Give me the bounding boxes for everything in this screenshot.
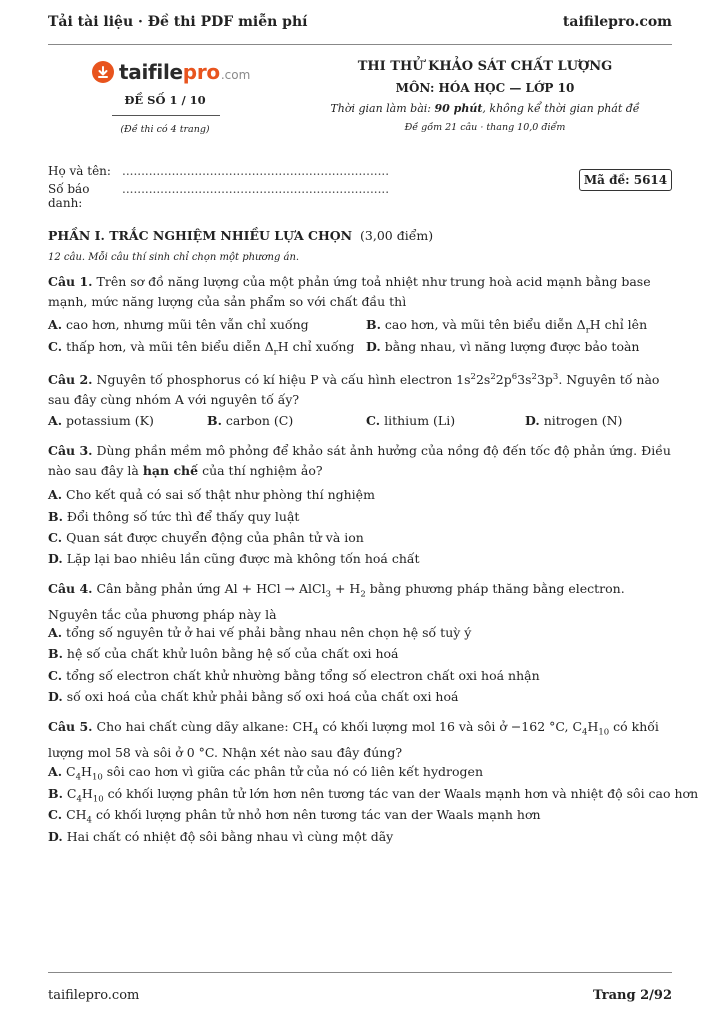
page-number: Trang 2/92 [593,988,672,1003]
question-3: Câu 3. Dùng phần mềm mô phỏng để khảo sát ảnh hưởng của nồng độ đến tốc độ phản ứng. Điều nào sau đây là hạn chế của thí nghiệm ảo? [48,443,671,478]
exam-code-badge: Mã đề: 5614 [579,169,672,191]
exam-number-divider [112,115,220,116]
question-1-option-c[interactable]: C. thấp hơn, và mũi tên biểu diễn $\Delta_rH$ chỉ xuống [48,339,355,358]
question-2-option-d[interactable]: D. nitrogen (N) [525,413,623,428]
exam-subject: MÔN: HÓA HỌC — LỚP 10 [395,81,575,95]
site-logo[interactable] [92,60,250,84]
question-3-option-a[interactable]: A. Cho kết quả có sai số thật như phòng thí nghiệm [48,487,375,502]
exam-title: THI THỬ KHẢO SÁT CHẤT LƯỢNG [357,59,613,74]
question-3-option-b[interactable]: B. Đổi thông số tức thì để thấy quy luật [48,509,300,524]
question-4-option-b[interactable]: B. hệ số của chất khử luôn bằng hệ số của chất oxi hoá [48,646,399,661]
logo-domain: .com [220,67,251,82]
header-divider [48,44,672,45]
question-3-option-d[interactable]: D. Lặp lại bao nhiêu lần cũng được mà không tốn hoá chất [48,551,420,566]
question-4: Câu 4. Cân bằng phản ứng Al + HCl → AlCl$_3$ + $H_2$ bằng phương pháp thăng bằng electron. Nguyên tắc của phương pháp này là [48,581,625,622]
section-title: PHẦN I. TRẮC NGHIỆM NHIỀU LỰA CHỌN (3,00 điểm) [48,228,434,243]
question-5: Câu 5. Cho hai chất cùng dãy alkane: $CH_4$ có khối lượng mol 16 và sôi ở −162 °C, $C_4H_{10}$ có khối lượng mol 58 và sôi ở 0 °C. Nhận xét nào sau đây đúng? [48,719,659,760]
question-2: Câu 2. Nguyên tố phosphorus có kí hiệu P và cấu hình electron $1s^22s^22p^63s^23p^3$. Nguyên tố nào sau đây cùng nhóm A với nguyên tố ấy? [48,372,660,408]
question-2-option-a[interactable]: A. potassium (K) [48,413,154,428]
question-2-option-c[interactable]: C. lithium (Li) [366,413,456,428]
exam-summary: Đề gồm 21 câu · thang 10,0 điểm [404,122,566,133]
question-1: Câu 1. Trên sơ đồ năng lượng của một phản ứng toả nhiệt như trung hoà acid mạnh bằng base mạnh, mức năng lượng của sản phẩm so với chất đầu thì [48,274,651,309]
question-4-option-c[interactable]: C. tổng số electron chất khử nhường bằng tổng số electron chất oxi hoá nhận [48,668,540,683]
exam-pages-note: (Đề thi có 4 trang) [120,124,210,135]
header-left-text: Tải tài liệu · Đề thi PDF miễn phí [48,14,308,30]
question-5-option-d[interactable]: D. Hai chất có nhiệt độ sôi bằng nhau vì cùng một dãy [48,829,394,844]
question-5-option-c[interactable]: C. $CH_4$ có khối lượng phân tử nhỏ hơn nên tương tác van der Waals mạnh hơn [48,807,541,826]
question-1-option-b[interactable]: B. cao hơn, và mũi tên biểu diễn $\Delta_rH$ chỉ lên [366,317,648,336]
question-4-option-d[interactable]: D. số oxi hoá của chất khử phải bằng số oxi hoá của chất oxi hoá [48,689,459,704]
student-name-field: Họ và tên: ...................................................................... [48,164,390,178]
question-4-option-a[interactable]: A. tổng số nguyên tử ở hai vế phải bằng nhau nên chọn hệ số tuỳ ý [48,625,472,640]
question-5-option-a[interactable]: A. $C_4H_{10}$ sôi cao hơn vì giữa các phân tử của nó có liên kết hydrogen [48,764,483,783]
question-1-option-a[interactable]: A. cao hơn, nhưng mũi tên vẫn chỉ xuống [48,317,309,332]
section-note: 12 câu. Mỗi câu thí sinh chỉ chọn một phương án. [48,252,300,263]
question-3-option-c[interactable]: C. Quan sát được chuyển động của phân tử và ion [48,530,364,545]
footer-site-link[interactable]: taifilepro.com [48,988,140,1003]
student-id-field: Số báo danh: ...................................................................... [48,182,390,210]
footer-divider [48,972,672,973]
question-2-option-b[interactable]: B. carbon (C) [207,413,294,428]
download-arrow-icon [92,61,114,83]
exam-time: Thời gian làm bài: 90 phút, không kể thời gian phát đề [330,102,640,115]
exam-number: ĐỀ SỐ 1 / 10 [124,93,206,107]
question-5-option-b[interactable]: B. $C_4H_{10}$ có khối lượng phân tử lớn hơn nên tương tác van der Waals mạnh hơn và nhiệt độ sôi cao hơn [48,786,699,805]
logo-wordmark: taifilepro [119,60,220,84]
header-site-link[interactable]: taifilepro.com [562,14,672,30]
question-1-option-d[interactable]: D. bằng nhau, vì năng lượng được bảo toàn [366,339,640,354]
